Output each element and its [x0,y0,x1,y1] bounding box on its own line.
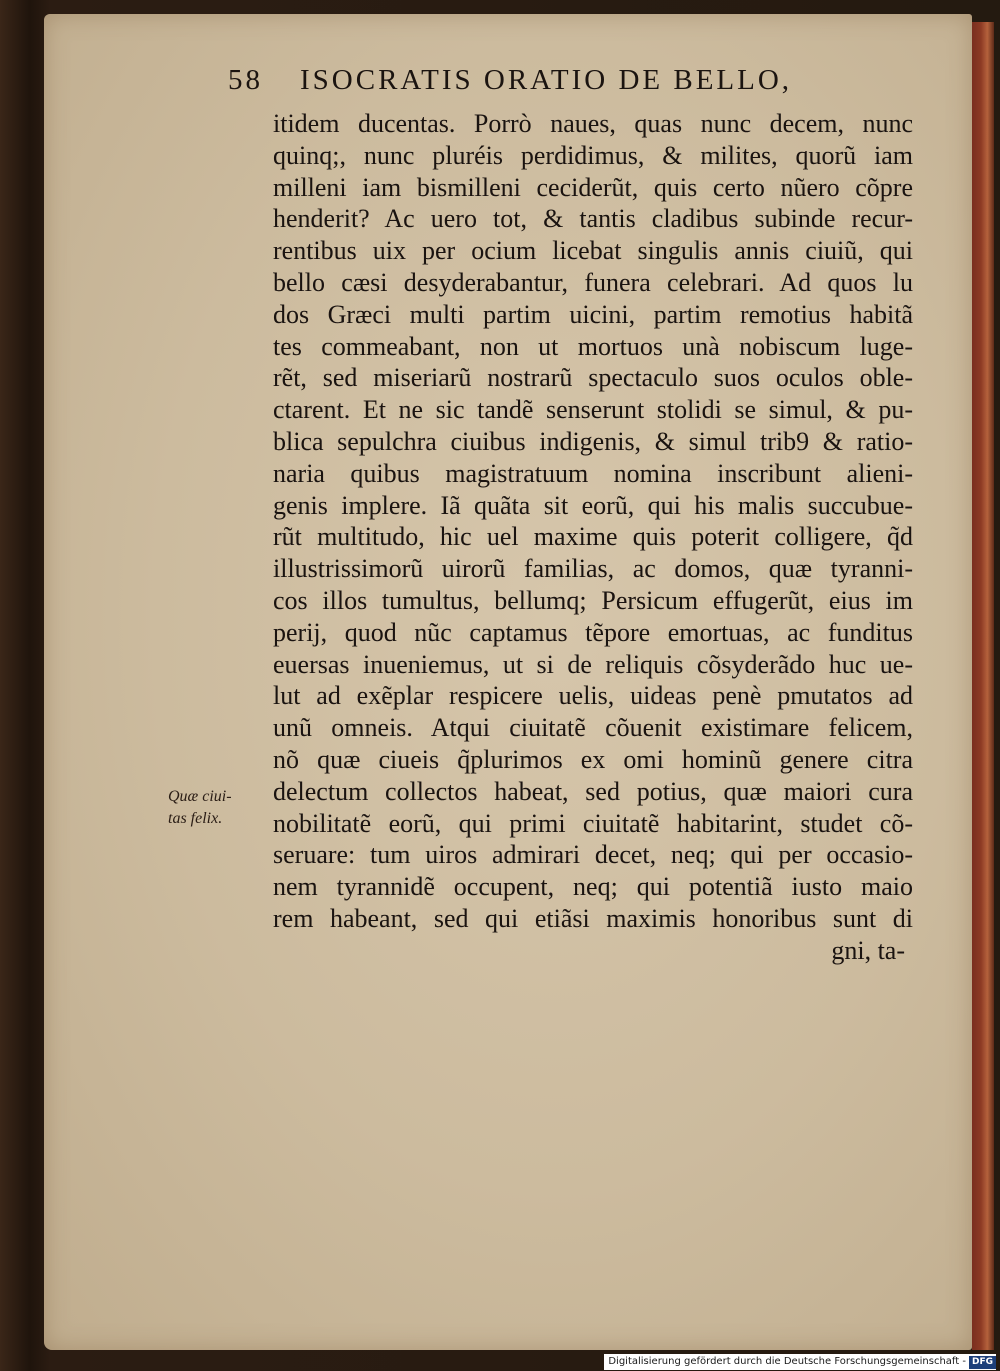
text-line: illustrissimorũ uirorũ familias, ac domos, quæ tyranni- [273,554,913,584]
text-line: cos illos tumultus, bellumq; Persicum effugerũt, eius im [273,585,913,615]
text-line: delectum collectos habeat, sed potius, quæ maiori cura [273,776,913,806]
text-line: henderit? Ac uero tot, & tantis cladibus subinde recur- [273,204,913,234]
text-line: gni, ta- [831,935,905,965]
page-edge [972,22,994,1350]
text-line: rentibus uix per ocium licebat singulis annis ciuiũ, qui [273,236,913,266]
text-line: rẽt, sed miseriarũ nostrarũ spectaculo suos oculos oble- [273,363,913,393]
text-line: lut ad exẽplar respicere uelis, uideas penè pmutatos ad [273,681,913,711]
text-line: seruare: tum uiros admirari decet, neq; qui per occasio- [273,840,913,870]
text-line: rem habeant, sed qui etiãsi maximis honoribus sunt di [273,903,913,933]
text-line: nem tyrannidẽ occupent, neq; qui potentiã iusto maio [273,872,913,902]
marginal-note-line: tas felix. [168,810,223,827]
text-line: dos Græci multi partim uicini, partim remotius habitã [273,299,913,329]
dfg-logo: DFG [969,1356,996,1369]
text-line: perij, quod nũc captamus tẽpore emortuas, ac funditus [273,617,913,647]
text-line: unũ omneis. Atqui ciuitatẽ cõuenit existimare felicem, [273,713,913,743]
running-title: ISOCRATIS ORATIO DE BELLO, [300,64,793,96]
text-line: naria quibus magistratuum nomina inscribunt alieni- [273,458,913,488]
text-line: itidem ducentas. Porrò naues, quas nunc decem, nunc [273,109,913,138]
text-line: genis implere. Iã quãta sit eorũ, qui his malis succubue- [273,490,913,520]
marginal-note [168,786,263,830]
text-line: ctarent. Et ne sic tandẽ senserunt stolidi se simul, & pu- [273,395,913,425]
page-header [228,64,848,104]
text-line: nõ quæ ciueis q̃plurimos ex omi hominũ genere citra [273,744,913,774]
text-line: milleni iam bismilleni ceciderũt, quis certo nũero cõpre [273,172,913,202]
body-text [273,108,913,967]
text-line: tes commeabant, non ut mortuos unà nobiscum luge- [273,331,913,361]
credit-text: Digitalisierung gefördert durch die Deutsche Forschungsgemeinschaft - [608,1356,966,1367]
page-number: 58 [228,64,263,96]
marginal-note-line: Quæ ciui- [168,788,232,805]
text-line: euersas inueniemus, ut si de reliquis cõsyderãdo huc ue- [273,649,913,679]
digitization-credit [604,1354,996,1370]
text-line: nobilitatẽ eorũ, qui primi ciuitatẽ habitarint, studet cõ- [273,808,913,838]
text-line: bello cæsi desyderabantur, funera celebrari. Ad quos lu [273,267,913,297]
text-line: rũt multitudo, hic uel maxime quis poterit colligere, q̃d [273,522,913,552]
text-line: blica sepulchra ciuibus indigenis, & simul trib9 & ratio- [273,426,913,456]
text-line: quinq;, nunc pluréis perdidimus, & milites, quorũ iam [273,140,913,170]
